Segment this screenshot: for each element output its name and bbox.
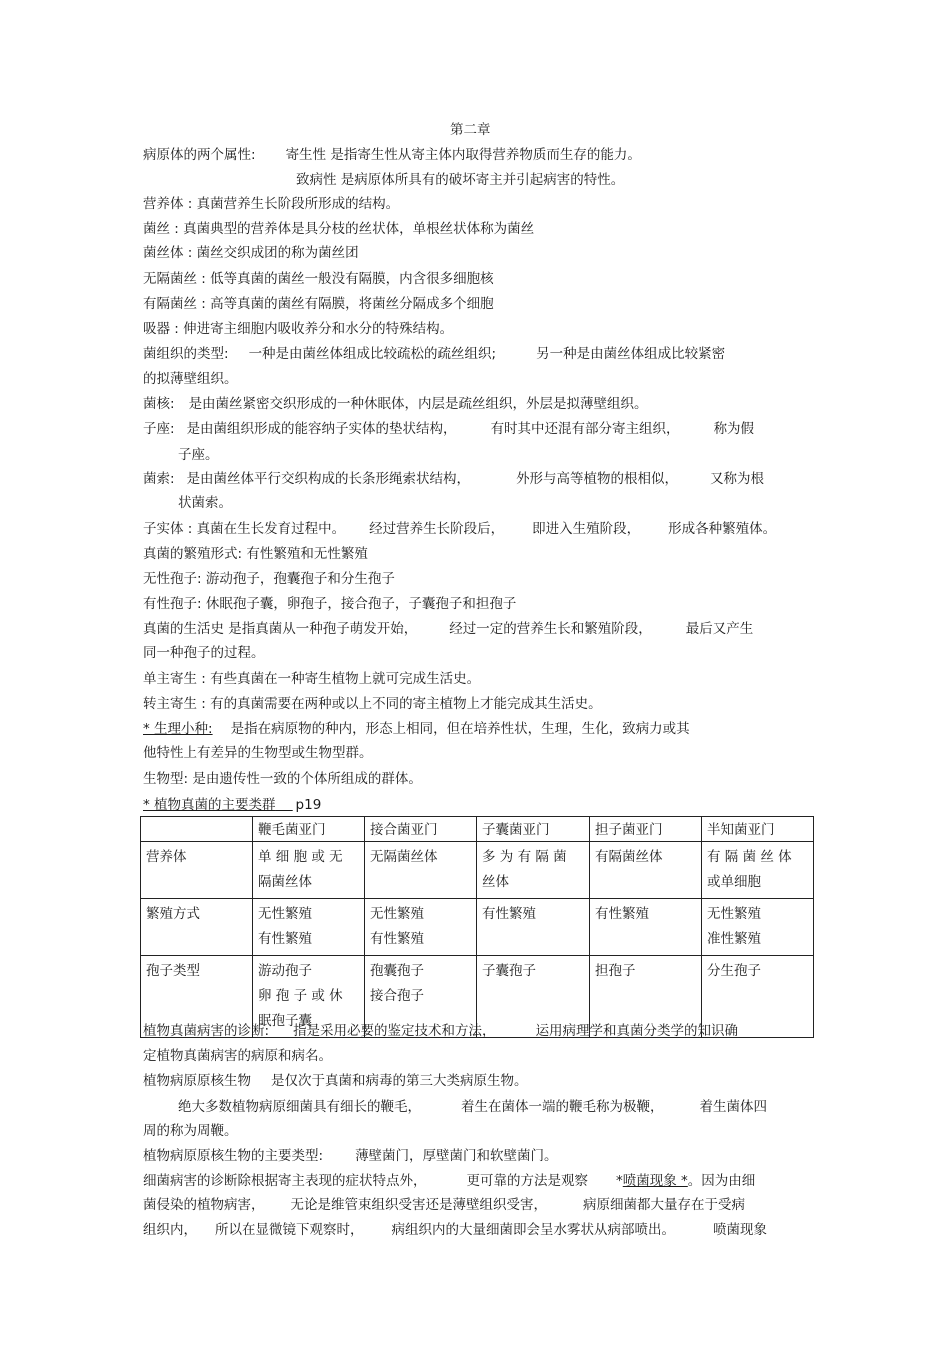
- text-line: 吸器 : 伸进寄主细胞内吸收养分和水分的特殊结构。: [143, 321, 454, 337]
- text-line: 真菌的生活史 是指真菌从一种孢子萌发开始， 经过一定的营养生长和繁殖阶段， 最后又产生: [143, 621, 754, 637]
- text-line: 组织内， 所以在显微镜下观察时， 病组织内的大量细菌即会呈水雾状从病部喷出。 喷菌现象: [143, 1222, 767, 1238]
- text-line: 子座。: [178, 447, 219, 463]
- text-line: 有性孢子: 休眠孢子囊，卵孢子，接合孢子，子囊孢子和担孢子: [143, 596, 517, 612]
- table-caption: * 植物真菌的主要类群 p19: [143, 797, 322, 813]
- text-line: 绝大多数植物病原细菌具有细长的鞭毛， 着生在菌体一端的鞭毛称为极鞭， 着生菌体四: [178, 1099, 767, 1115]
- text-line: 菌核: 是由菌丝紧密交织形成的一种休眠体，内层是疏丝组织，外层是拟薄壁组织。: [143, 396, 648, 412]
- text-line: * 生理小种: 是指在病原物的种内，形态上相同，但在培养性状，生理，生化，致病力或其: [143, 721, 690, 737]
- text-line: 子座: 是由菌组织形成的能容纳子实体的垫状结构， 有时其中还混有部分寄主组织， 称为假: [143, 421, 755, 437]
- table-header-cell: 鞭毛菌亚门: [253, 817, 365, 842]
- text-line: 植物真菌病害的诊断: 指是采用必要的鉴定技术和方法， 运用病理学和真菌分类学的知识确: [143, 1023, 739, 1039]
- text-line: 菌索: 是由菌丝体平行交织构成的长条形绳索状结构， 外形与高等植物的根相似， 又称为根: [143, 471, 765, 487]
- table-cell: 有性繁殖: [590, 899, 702, 956]
- text-line: 菌丝 : 真菌典型的营养体是具分枝的丝状体，单根丝状体称为菌丝: [143, 221, 535, 237]
- table-cell: 无性繁殖 有性繁殖: [365, 899, 477, 956]
- table-cell: 有 隔 菌 丝 体 或单细胞: [702, 842, 814, 899]
- row-label: 营养体: [141, 842, 253, 899]
- text-line: 无隔菌丝 : 低等真菌的菌丝一般没有隔膜，内含很多细胞核: [143, 271, 494, 287]
- text-line: 周的称为周鞭。: [143, 1123, 238, 1139]
- table-row: [141, 842, 814, 899]
- text-line: 植物病原原核生物 是仅次于真菌和病毒的第三大类病原生物。: [143, 1073, 528, 1089]
- text-line: 状菌索。: [178, 495, 232, 511]
- text-line: 致病性 是病原体所具有的破坏寄主并引起病害的特性。: [296, 172, 625, 188]
- text-line: 有隔菌丝 : 高等真菌的菌丝有隔膜，将菌丝分隔成多个细胞: [143, 296, 494, 312]
- text-line: 转主寄生 : 有的真菌需要在两种或以上不同的寄主植物上才能完成其生活史。: [143, 696, 602, 712]
- table-cell: 担孢子: [590, 956, 702, 1038]
- table-cell: 无隔菌丝体: [365, 842, 477, 899]
- table-cell: 子囊孢子: [477, 956, 590, 1038]
- table-header-row: [141, 817, 814, 842]
- table-header-cell: 担子菌亚门: [590, 817, 702, 842]
- table-row: [141, 899, 814, 956]
- table-cell: 无性繁殖 有性繁殖: [253, 899, 365, 956]
- text-line: 子实体 : 真菌在生长发育过程中。 经过营养生长阶段后， 即进入生殖阶段， 形成各种繁殖体。: [143, 521, 777, 537]
- text-line: 细菌病害的诊断除根据寄主表现的症状特点外， 更可靠的方法是观察 *喷菌现象 *。因为由细: [143, 1173, 756, 1189]
- table-header-cell: 接合菌亚门: [365, 817, 477, 842]
- text-line: 定植物真菌病害的病原和病名。: [143, 1048, 332, 1064]
- text-line: 真菌的繁殖形式: 有性繁殖和无性繁殖: [143, 546, 368, 562]
- table-header-cell: 子囊菌亚门: [477, 817, 590, 842]
- row-label: 繁殖方式: [141, 899, 253, 956]
- text-line: 单主寄生 : 有些真菌在一种寄生植物上就可完成生活史。: [143, 671, 481, 687]
- table-cell: 无性繁殖 准性繁殖: [702, 899, 814, 956]
- table-header-cell: [141, 817, 253, 842]
- text-line: 无性孢子: 游动孢子，孢囊孢子和分生孢子: [143, 571, 395, 587]
- table-header-cell: 半知菌亚门: [702, 817, 814, 842]
- text-line: 他特性上有差异的生物型或生物型群。: [143, 745, 373, 761]
- text-line: 菌组织的类型: 一种是由菌丝体组成比较疏松的疏丝组织; 另一种是由菌丝体组成比较紧密: [143, 346, 726, 362]
- text-line: 菌丝体 : 菌丝交织成团的称为菌丝团: [143, 245, 359, 261]
- text-line: 营养体 : 真菌营养生长阶段所形成的结构。: [143, 196, 400, 212]
- table-cell: 游动孢子 卵 孢 子 或 休 眠孢子囊: [253, 956, 365, 1038]
- table-cell: 有隔菌丝体: [590, 842, 702, 899]
- table-cell: 单 细 胞 或 无 隔菌丝体: [253, 842, 365, 899]
- table-cell: 孢囊孢子 接合孢子: [365, 956, 477, 1038]
- table-cell: 分生孢子: [702, 956, 814, 1038]
- row-label: 孢子类型: [141, 956, 253, 1038]
- text-line: 病原体的两个属性: 寄生性 是指寄生性从寄主体内取得营养物质而生存的能力。: [143, 147, 641, 163]
- chapter-title: 第二章: [450, 122, 491, 138]
- fungi-groups-table: [140, 816, 814, 1038]
- text-line: 菌侵染的植物病害， 无论是维管束组织受害还是薄壁组织受害， 病原细菌都大量存在于受病: [143, 1197, 745, 1213]
- text-line: 生物型: 是由遗传性一致的个体所组成的群体。: [143, 771, 422, 787]
- text-line: 的拟薄壁组织。: [143, 371, 238, 387]
- table-cell: 多 为 有 隔 菌 丝体: [477, 842, 590, 899]
- text-line: 植物病原原核生物的主要类型: 薄壁菌门，厚壁菌门和软壁菌门。: [143, 1148, 558, 1164]
- text-line: 同一种孢子的过程。: [143, 645, 265, 661]
- table-cell: 有性繁殖: [477, 899, 590, 956]
